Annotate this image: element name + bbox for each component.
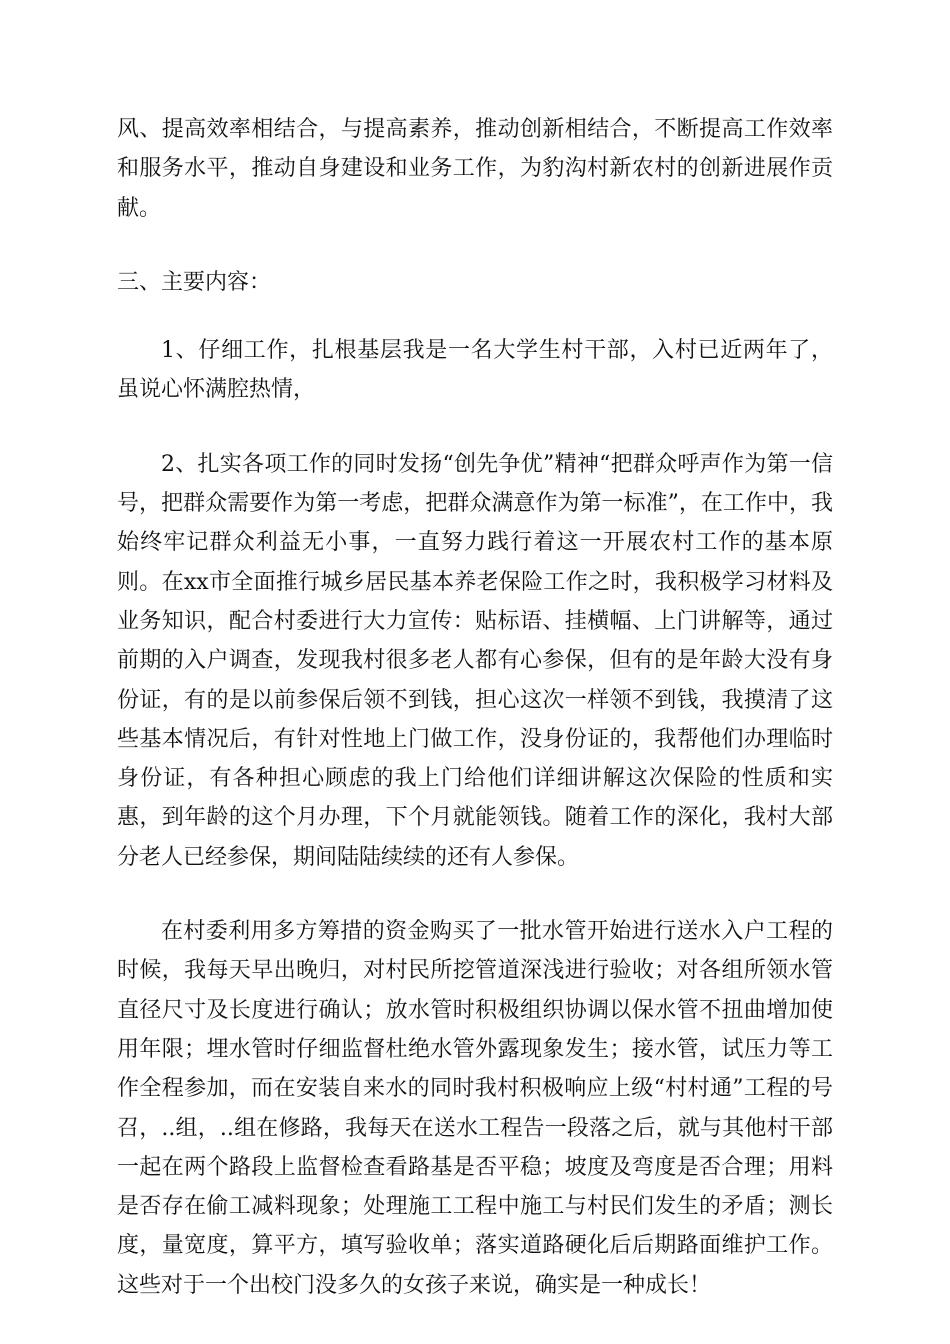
document-body <box>117 110 833 1305</box>
paragraph-water-and-road-work: 在村委利用多方筹措的资金购买了一批水管开始进行送水入户工程的时候，我每天早出晚归，对村民所挖管道深浅进行验收；对各组所领水管直径尺寸及长度进行确认；放水管时积极组织协调以保水管不扭曲增加使用年限；埋水管时仔细监督杜绝水管外露现象发生；接水管，试压力等工作全程参加，而在安装自来水的同时我村积极响应上级“村村通”工程的号召，..组，..组在修路，我每天在送水工程告一段落之后，就与其他村干部一起在两个路段上监督检查看路基是否平稳；坡度及弯度是否合理；用料是否存在偷工减料现象；处理施工工程中施工与村民们发生的矛盾；测长度，量宽度，算平方，填写验收单；落实道路硬化后后期路面维护工作。这些对于一个出校门没多久的女孩子来说，确实是一种成长！ <box>117 919 833 1298</box>
section-heading-main-content: 三、主要内容： <box>117 269 272 295</box>
paragraph-item-2: 2、扎实各项工作的同时发扬“创先争优”精神“把群众呼声作为第一信号，把群众需要作为第一考虑，把群众满意作为第一标准”，在工作中，我始终牢记群众利益无小事，一直努力践行着这一开展农村工作的基本原则。在xx市全面推行城乡居民基本养老保险工作之时，我积极学习材料及业务知识，配合村委进行大力宣传：贴标语、挂横幅、上门讲解等，通过前期的入户调查，发现我村很多老人都有心参保，但有的是年龄大没有身份证，有的是以前参保后领不到钱，担心这次一样领不到钱，我摸清了这些基本情况后，有针对性地上门做工作，没身份证的，我帮他们办理临时身份证，有各种担心顾虑的我上门给他们详细讲解这次保险的性质和实惠，到年龄的这个月办理，下个月就能领钱。随着工作的深化，我村大部分老人已经参保，期间陆陆续续的还有人参保。 <box>117 451 833 870</box>
paragraph-item-1: 1、仔细工作，扎根基层我是一名大学生村干部，入村已近两年了，虽说心怀满腔热情， <box>117 338 833 403</box>
paragraph-continuation: 风、提高效率相结合，与提高素养，推动创新相结合，不断提高工作效率和服务水平，推动自身建设和业务工作，为豹沟村新农村的创新进展作贡献。 <box>117 117 833 221</box>
